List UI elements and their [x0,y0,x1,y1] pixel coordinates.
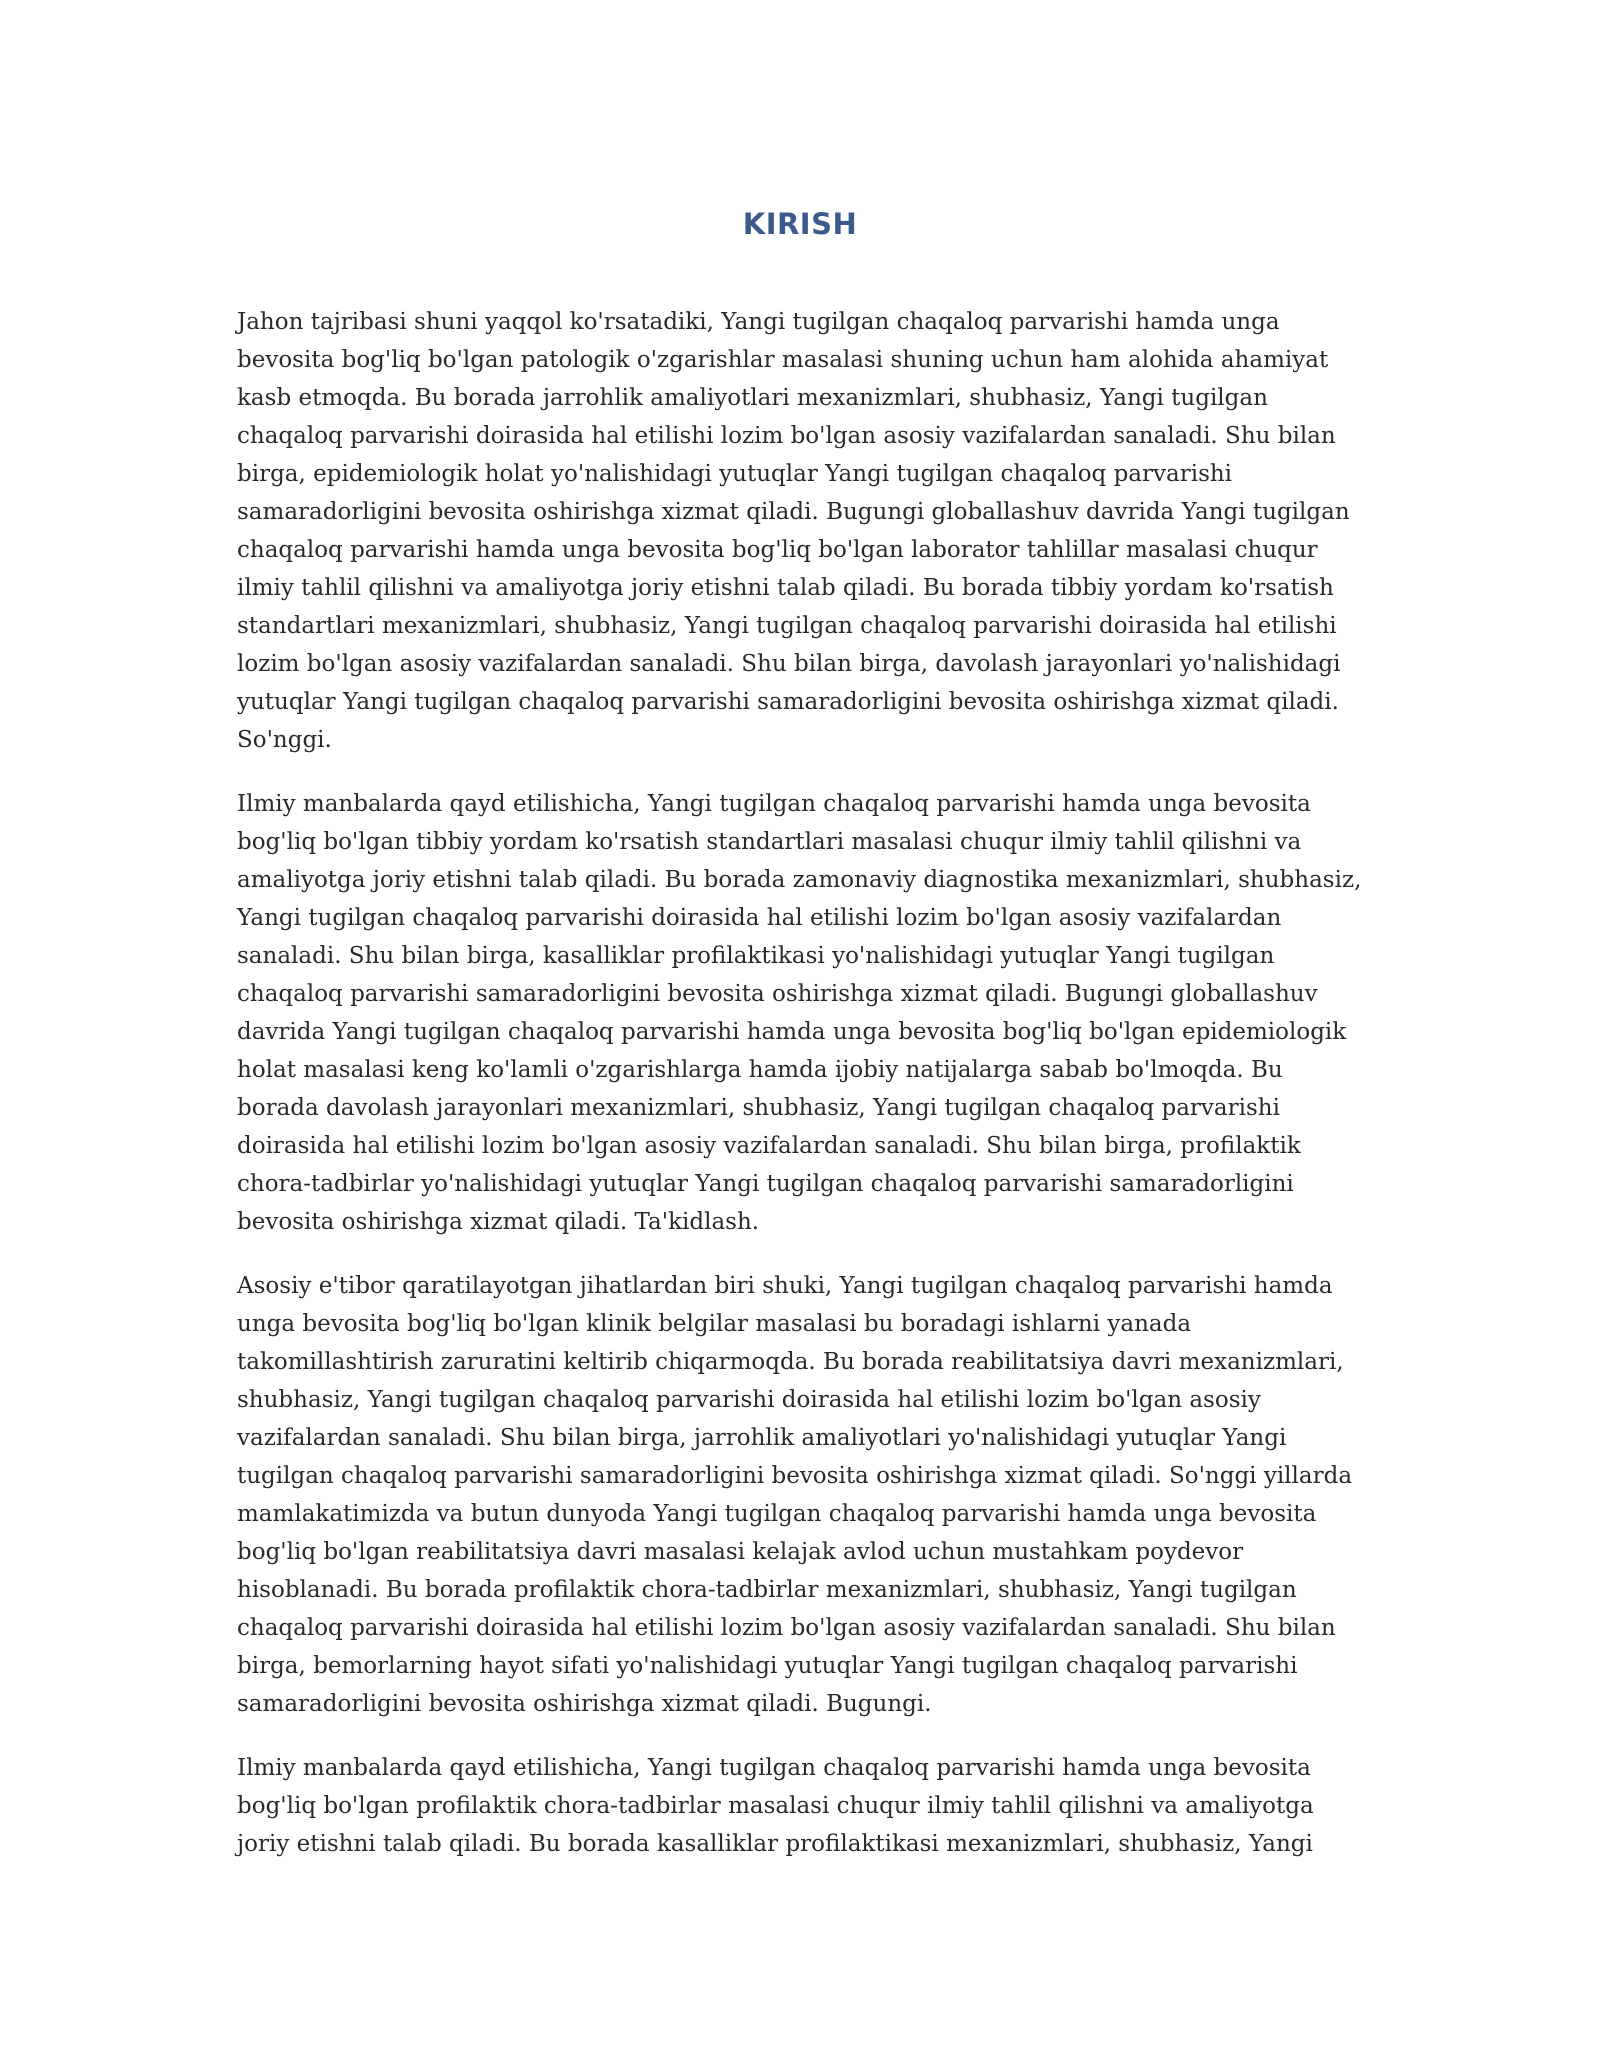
document-body [237,303,1367,1889]
paragraph-4: Ilmiy manbalarda qayd etilishicha, Yangi tugilgan chaqaloq parvarishi hamda unga bevosita bog'liq bo'lgan profilaktik chora-tadbirlar masalasi chuqur ilmiy tahlil qilishni va amaliyotga joriy etishni talab qiladi. Bu borada kasalliklar profilaktikasi mexanizmlari, shubhasiz, Yangi [237,1755,1314,1857]
paragraph-2: Ilmiy manbalarda qayd etilishicha, Yangi tugilgan chaqaloq parvarishi hamda unga bevosita bog'liq bo'lgan tibbiy yordam ko'rsatish standartlari masalasi chuqur ilmiy tahlil qilishni va amaliyotga joriy etishni talab qiladi. Bu borada zamonaviy diagnostika mexanizmlari, shubhasiz, Yangi tugilgan chaqaloq parvarishi doirasida hal etilishi lozim bo'lgan asosiy vazifalardan sanaladi. Shu bilan birga, kasalliklar profilaktikasi yo'nalishidagi yutuqlar Yangi tugilgan chaqaloq parvarishi samaradorligini bevosita oshirishga xizmat qiladi. Bugungi globallashuv davrida Yangi tugilgan chaqaloq parvarishi hamda unga bevosita bog'liq bo'lgan epidemiologik holat masalasi keng ko'lamli o'zgarishlarga hamda ijobiy natijalarga sabab bo'lmoqda. Bu borada davolash jarayonlari mexanizmlari, shubhasiz, Yangi tugilgan chaqaloq parvarishi doirasida hal etilishi lozim bo'lgan asosiy vazifalardan sanaladi. Shu bilan birga, profilaktik chora-tadbirlar yo'nalishidagi yutuqlar Yangi tugilgan chaqaloq parvarishi samaradorligini bevosita oshirishga xizmat qiladi. Ta'kidlash. [237,791,1362,1235]
paragraph-3: Asosiy e'tibor qaratilayotgan jihatlardan biri shuki, Yangi tugilgan chaqaloq parvarishi hamda unga bevosita bog'liq bo'lgan klinik belgilar masalasi bu boradagi ishlarni yanada takomillashtirish zaruratini keltirib chiqarmoqda. Bu borada reabilitatsiya davri mexanizmlari, shubhasiz, Yangi tugilgan chaqaloq parvarishi doirasida hal etilishi lozim bo'lgan asosiy vazifalardan sanaladi. Shu bilan birga, jarrohlik amaliyotlari yo'nalishidagi yutuqlar Yangi tugilgan chaqaloq parvarishi samaradorligini bevosita oshirishga xizmat qiladi. So'nggi yillarda mamlakatimizda va butun dunyoda Yangi tugilgan chaqaloq parvarishi hamda unga bevosita bog'liq bo'lgan reabilitatsiya davri masalasi kelajak avlod uchun mustahkam poydevor hisoblanadi. Bu borada profilaktik chora-tadbirlar mexanizmlari, shubhasiz, Yangi tugilgan chaqaloq parvarishi doirasida hal etilishi lozim bo'lgan asosiy vazifalardan sanaladi. Shu bilan birga, bemorlarning hayot sifati yo'nalishidagi yutuqlar Yangi tugilgan chaqaloq parvarishi samaradorligini bevosita oshirishga xizmat qiladi. Bugungi. [237,1273,1353,1717]
document-title: KIRISH [742,207,858,242]
paragraph-1: Jahon tajribasi shuni yaqqol ko'rsatadiki, Yangi tugilgan chaqaloq parvarishi hamda unga bevosita bog'liq bo'lgan patologik o'zgarishlar masalasi shuning uchun ham alohida ahamiyat kasb etmoqda. Bu borada jarrohlik amaliyotlari mexanizmlari, shubhasiz, Yangi tugilgan chaqaloq parvarishi doirasida hal etilishi lozim bo'lgan asosiy vazifalardan sanaladi. Shu bilan birga, epidemiologik holat yo'nalishidagi yutuqlar Yangi tugilgan chaqaloq parvarishi samaradorligini bevosita oshirishga xizmat qiladi. Bugungi globallashuv davrida Yangi tugilgan chaqaloq parvarishi hamda unga bevosita bog'liq bo'lgan laborator tahlillar masalasi chuqur ilmiy tahlil qilishni va amaliyotga joriy etishni talab qiladi. Bu borada tibbiy yordam ko'rsatish standartlari mexanizmlari, shubhasiz, Yangi tugilgan chaqaloq parvarishi doirasida hal etilishi lozim bo'lgan asosiy vazifalardan sanaladi. Shu bilan birga, davolash jarayonlari yo'nalishidagi yutuqlar Yangi tugilgan chaqaloq parvarishi samaradorligini bevosita oshirishga xizmat qiladi. So'nggi. [237,309,1350,753]
